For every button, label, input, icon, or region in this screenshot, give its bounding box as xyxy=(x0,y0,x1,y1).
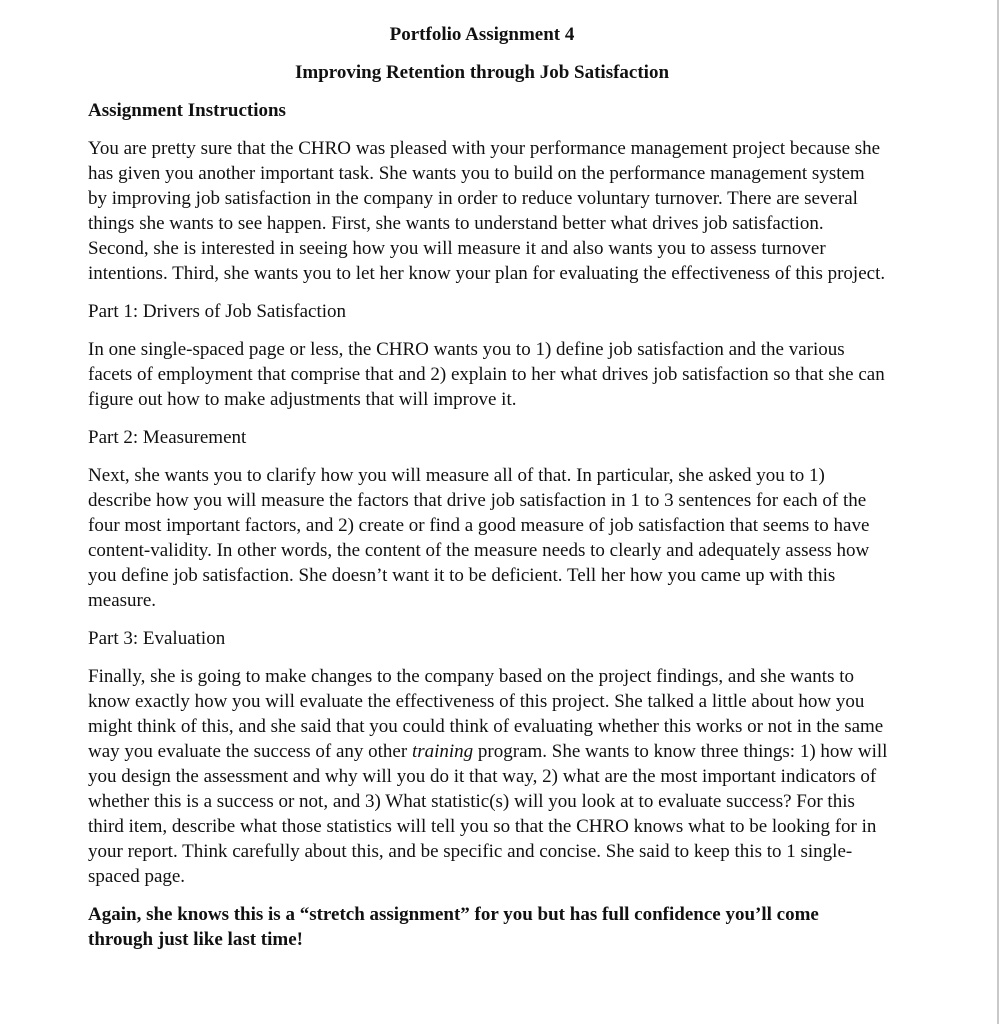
part3-paragraph xyxy=(88,664,888,889)
part3-heading: Part 3: Evaluation xyxy=(88,628,226,649)
part2-paragraph: Next, she wants you to clarify how you will measure all of that. In particular, she asked you to 1) describe how you will measure the factors that drive job satisfaction in 1 to 3 sentences for each of the four most important factors, and 2) create or find a good measure of job satisfaction that seems to have content-validity. In other words, the content of the measure needs to clearly and adequately assess how you define job satisfaction. She doesn’t want it to be deficient. Tell her how you came up with this measure. xyxy=(88,465,870,611)
document-content xyxy=(88,22,888,952)
intro-paragraph: You are pretty sure that the CHRO was pleased with your performance management project because she has given you another important task. She wants you to build on the performance management system by improving job satisfaction in the company in order to reduce voluntary turnover. There are several things she wants to see happen. First, she wants to understand better what drives job satisfaction. Second, she is interested in seeing how you will measure it and also wants you to assess turnover intentions. Third, she wants you to let her know your plan for evaluating the effectiveness of this project. xyxy=(88,138,886,284)
part3-text-before: Finally, she is going to make changes to the company based on the project findings, and she wants to know exactly how you will evaluate the effectiveness of this project. She talked a little about how you might think of this, and she said that you could think of evaluating whether this works or not in the same way you evaluate the success of any other xyxy=(88,666,884,762)
document-title: Portfolio Assignment 4 xyxy=(389,24,575,45)
part3-text-after: program. She wants to know three things: 1) how will you design the assessment and why will you do it that way, 2) what are the most important indicators of whether this is a success or not, and 3) What statistic(s) will you look at to evaluate success? For this third item, describe what those statistics will tell you so that the CHRO knows what to be looking for in your report. Think carefully about this, and be specific and concise. She said to keep this to 1 single-spaced page. xyxy=(88,741,888,887)
instructions-heading: Assignment Instructions xyxy=(88,100,286,121)
part1-heading: Part 1: Drivers of Job Satisfaction xyxy=(88,301,347,322)
closing-paragraph: Again, she knows this is a “stretch assignment” for you but has full confidence you’ll come through just like last time! xyxy=(88,904,819,950)
document-subtitle: Improving Retention through Job Satisfaction xyxy=(294,62,670,83)
part1-paragraph: In one single-spaced page or less, the CHRO wants you to 1) define job satisfaction and the various facets of employment that comprise that and 2) explain to her what drives job satisfaction so that she can figure out how to make adjustments that will improve it. xyxy=(88,339,885,410)
part3-emphasis: training xyxy=(411,741,474,762)
part2-heading: Part 2: Measurement xyxy=(88,427,247,448)
